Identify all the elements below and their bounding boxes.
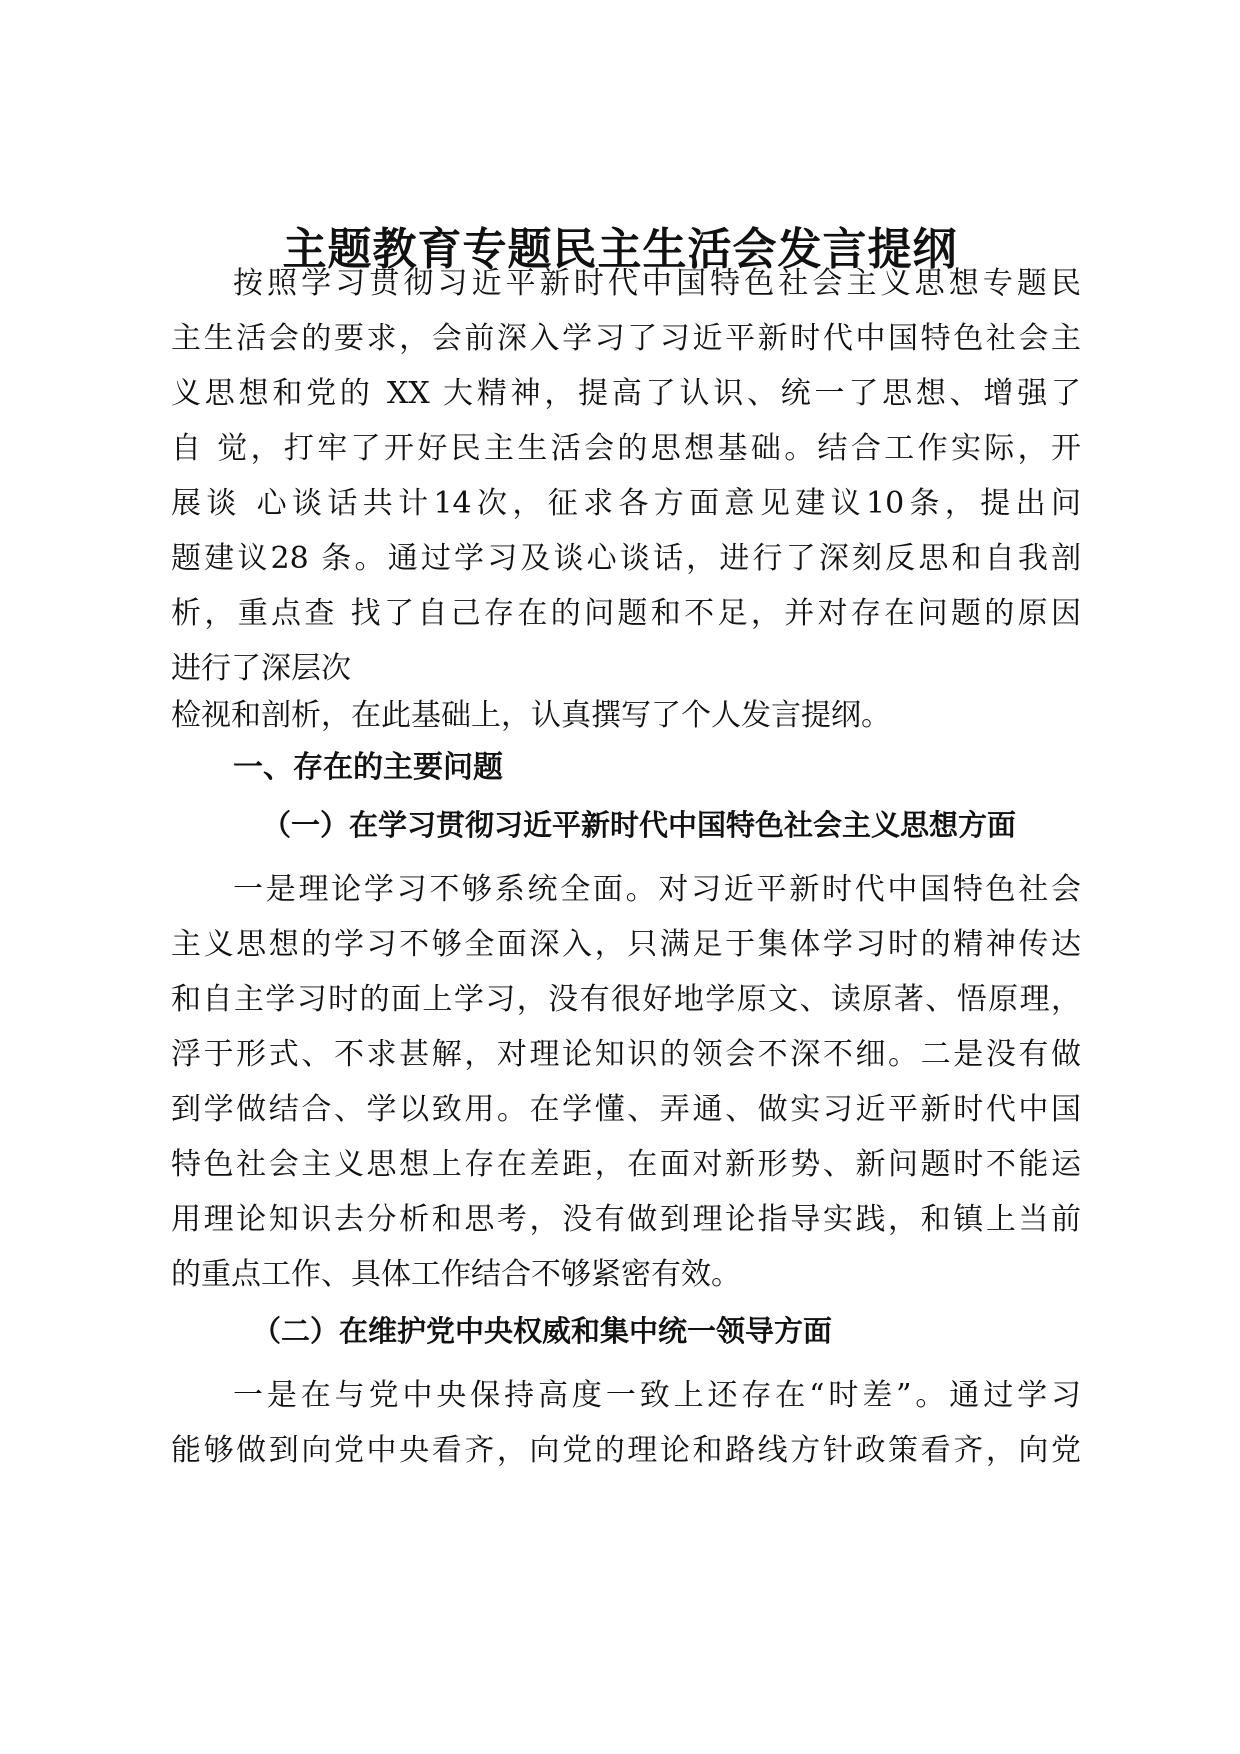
intro-line: 展谈 心谈话共计14次，征求各方面意见建议10条，提出问 [171,486,1081,521]
body-line: 和自主学习时的面上学习，没有很好地学原文、读原著、悟原理， [171,982,1081,1017]
intro-line: 析，重点查 找了自己存在的问题和不足，并对存在问题的原因 [171,596,1081,631]
body-line: 特色社会主义思想上存在差距，在面对新形势、新问题时不能运 [171,1147,1081,1182]
body-line: 能够做到向党中央看齐，向党的理论和路线方针政策看齐，向党 [171,1433,1081,1468]
intro-line: 按照学习贯彻习近平新时代中国特色社会主义思想专题民 [233,266,1081,301]
subsection-heading: （二）在维护党中央权威和集中统一领导方面 [252,1314,833,1348]
body-line: 一是理论学习不够系统全面。对习近平新时代中国特色社会 [233,872,1081,907]
body-line: 浮于形式、不求甚解，对理论知识的领会不深不细。二是没有做 [171,1037,1081,1072]
intro-line: 题建议28 条。通过学习及谈心谈话，进行了深刻反思和自我剖 [171,541,1081,576]
body-line: 主义思想的学习不够全面深入，只满足于集体学习时的精神传达 [171,927,1081,962]
intro-line: 义思想和党的 XX 大精神，提高了认识、统一了思想、增强了 [171,376,1081,411]
section-heading: 一、存在的主要问题 [233,750,503,785]
document-title: 主题教育专题民主生活会发言提纲 [282,224,958,275]
intro-line: 自 觉，打牢了开好民主生活会的思想基础。结合工作实际，开 [171,431,1081,466]
body-line: 到学做结合、学以致用。在学懂、弄通、做实习近平新时代中国 [171,1092,1081,1127]
intro-line: 检视和剖析，在此基础上，认真撰写了个人发言提纲。 [171,698,891,733]
body-line: 一是在与党中央保持高度一致上还存在“时差”。通过学习 [233,1378,1081,1413]
body-line: 的重点工作、具体工作结合不够紧密有效。 [171,1257,741,1292]
intro-line: 主生活会的要求，会前深入学习了习近平新时代中国特色社会主 [171,321,1081,356]
subsection-heading: （一）在学习贯彻习近平新时代中国特色社会主义思想方面 [262,808,1017,842]
intro-line: 进行了深层次 [171,651,351,686]
body-line: 用理论知识去分析和思考，没有做到理论指导实践，和镇上当前 [171,1202,1081,1237]
